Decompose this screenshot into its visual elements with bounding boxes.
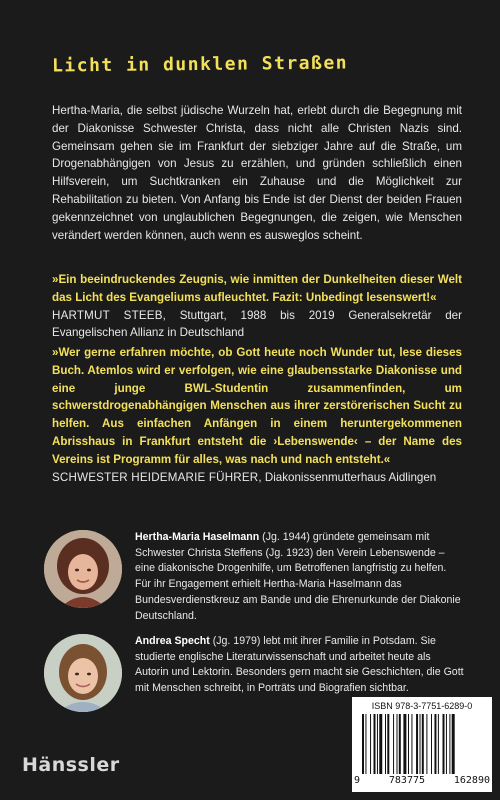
author-bio: [135, 530, 465, 624]
quote-attribution: [52, 307, 462, 343]
attribution-detail: , Stuttgart, 1988 bis 2019 Generalsekretär der Evangelischen Allianz in Deutschland: [52, 308, 462, 340]
portrait-photo-icon: [44, 634, 122, 712]
author-bio: [135, 634, 465, 697]
quote-block-1: [52, 271, 462, 342]
barcode-digits: [354, 775, 490, 786]
barcode-icon: [362, 714, 482, 774]
attribution-name: SCHWESTER HEIDEMARIE FÜHRER: [52, 470, 259, 484]
attribution-detail: , Diakonissenmutterhaus Aidlingen: [258, 470, 437, 484]
author-portrait: [44, 634, 122, 712]
quote-block-2: [52, 344, 462, 486]
barcode-digit-group: 9: [354, 775, 361, 786]
isbn-barcode: [352, 697, 492, 792]
book-title: Licht in dunklen Straßen: [51, 52, 349, 77]
barcode-digit-group: 162890: [453, 775, 490, 786]
author-bio-text: (Jg. 1944) gründete gemeinsam mit Schwester Christa Steffens (Jg. 1923) den Verein Lebenswende – eine diakonische Drogenhilfe, um Betroffenen langfristig zu helfen. Für ihr Engagement erhielt Hertha-Maria Haselmann das Bundesverdienstkreuz am Bande und die Ehrenurkunde der Diakonie Deutschland.: [135, 531, 461, 622]
quote-text: »Ein beeindruckendes Zeugnis, wie inmitten der Dunkelheiten dieser Welt das Licht des Evangeliums aufleuchtet. Fazit: Unbedingt lesenswert!«: [52, 273, 462, 304]
quote-text: »Wer gerne erfahren möchte, ob Gott heute noch Wunder tut, lese dieses Buch. Atemlos wird er verfolgen, wie eine glaubensstarke Diakonisse und eine junge BWL-Studentin zusammenfinden, um schwerstdrogenabhängigen Menschen aus ihrer zerstörerischen Sucht zu helfen. Aus einfachen Anfängen in einem heruntergekommenen Abrisshaus in Frankfurt entsteht die ›Lebenswende‹ – der Name des Vereins ist Programm für alles, was nach und nach entsteht.«: [52, 346, 462, 466]
portrait-photo-icon: [44, 530, 122, 608]
barcode-digit-group: 783775: [388, 775, 426, 786]
author-name: Hertha-Maria Haselmann: [135, 531, 260, 543]
isbn-label: ISBN 978-3-7751-6289-0: [371, 701, 473, 711]
publisher-logo: Hänssler: [22, 754, 120, 776]
author-block-1: [44, 530, 464, 620]
quote-attribution: [52, 469, 462, 487]
author-name: Andrea Specht: [135, 635, 210, 647]
author-portrait: [44, 530, 122, 608]
author-bio-text: (Jg. 1979) lebt mit ihrer Familie in Potsdam. Sie studierte englische Literaturwissenschaft und arbeitet heute als Autorin und Lektorin. Besonders gern macht sie Geschichten, die Gott mit Menschen schreibt, in Porträts und Biografien sichtbar.: [135, 635, 464, 695]
summary-paragraph: Hertha-Maria, die selbst jüdische Wurzeln hat, erlebt durch die Begegnung mit der Diakonisse Schwester Christa, dass nicht alle Christen Nazis sind. Gemeinsam gehen sie im Frankfurt der siebziger Jahre auf die Straße, um Drogenabhängigen von Jesus zu erzählen, und gründen schließlich einen Hilfsverein, um Suchtkranken ein Zuhause und die Möglichkeit zur Rehabilitation zu bieten. Von Anfang bis Ende ist der Dienst der beiden Frauen gekennzeichnet von unglaublichen Begegnungen, die zeigen, wie Menschen verändert werden können, auch wenn es ausweglos scheint.: [52, 104, 462, 242]
attribution-name: HARTMUT STEEB: [52, 308, 163, 322]
